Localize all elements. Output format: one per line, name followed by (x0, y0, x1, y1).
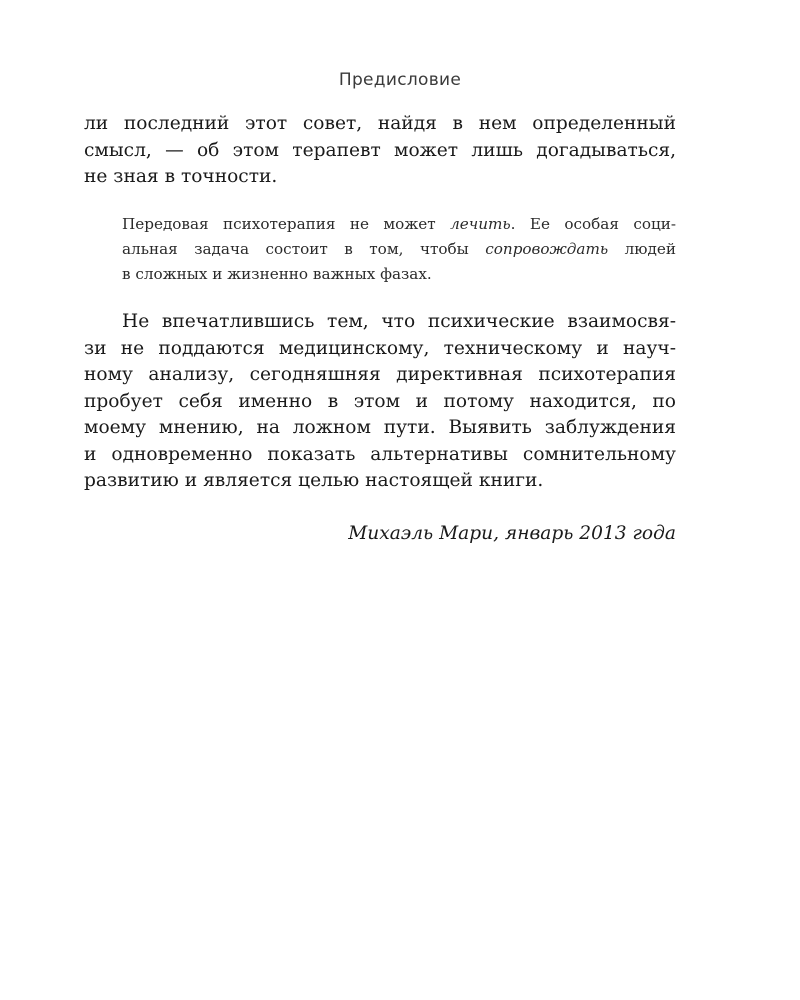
quote-text: . Ее особая соци- (510, 215, 676, 233)
paragraph-continued (84, 111, 676, 191)
quote-line (122, 212, 676, 237)
block-quote (122, 212, 676, 287)
quote-text: Передовая психотерапия не может (122, 215, 451, 233)
quote-text: альная задача состоит в том, чтобы (122, 240, 486, 258)
paragraph-line: смысл, — об этом терапевт может лишь догадываться, (84, 139, 676, 161)
quote-emphasis: сопровождать (485, 240, 609, 258)
running-head: Предисловие (338, 70, 462, 90)
quote-emphasis: лечить (450, 215, 511, 233)
quote-text: людей (608, 240, 676, 258)
paragraph-line: и одновременно показать альтернативы сомнительному (84, 443, 676, 465)
quote-line: в сложных и жизненно важных фазах. (122, 265, 432, 283)
author-signature: Михаэль Мари, январь 2013 года (348, 523, 676, 544)
paragraph-line: моему мнению, на ложном пути. Выявить заблуждения (84, 417, 676, 438)
paragraph-line: пробует себя именно в этом и потому находится, по (84, 390, 676, 412)
paragraph-line: Не впечатлившись тем, что психические взаимосвя- (122, 311, 676, 332)
paragraph-line: ли последний этот совет, найдя в нем определенный (84, 113, 676, 134)
paragraph-line: развитию и является целью настоящей книги. (84, 470, 544, 491)
paragraph-line: ному анализу, сегодняшняя директивная психотерапия (84, 364, 676, 385)
paragraph-main (84, 309, 676, 495)
paragraph-line: зи не поддаются медицинскому, техническому и науч- (84, 337, 676, 359)
paragraph-line: не зная в точности. (84, 166, 278, 187)
quote-line (122, 237, 676, 262)
